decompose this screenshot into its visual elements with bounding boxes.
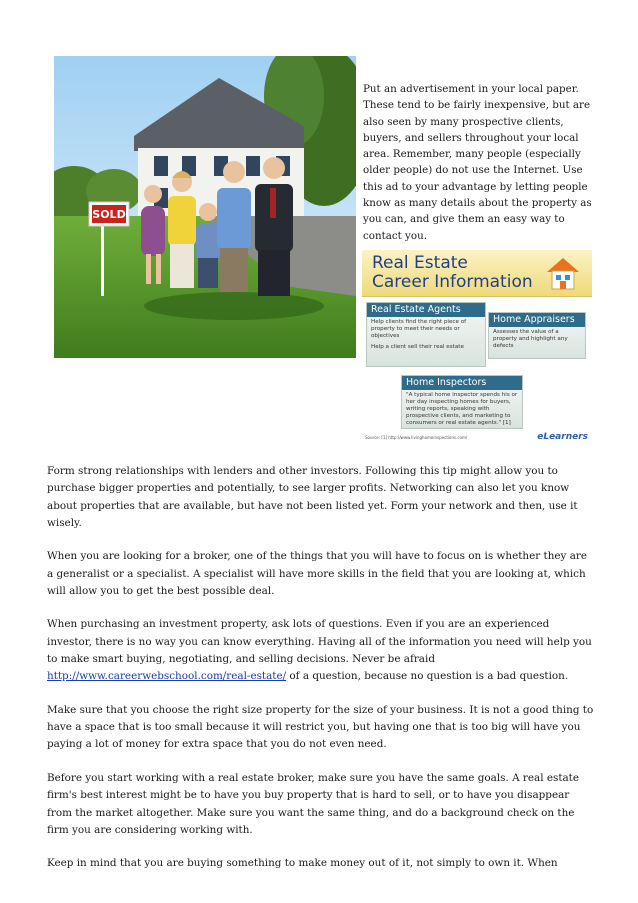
article-body	[47, 463, 595, 889]
paragraph: Keep in mind that you are buying something to make money out of it, not simply to own it. When	[47, 857, 558, 870]
infographic-title-line1: Real Estate	[372, 253, 468, 273]
elearners-logo: eLearners	[537, 432, 588, 442]
card-body: "A typical home inspector spends his or her day inspecting homes for buyers, writing reports, speaking with prospective clients, and marketing to consumers or real estate agents." [1]	[406, 392, 518, 426]
intro-paragraph: Put an advertisement in your local paper. These tend to be fairly inexpensive, but are also seen by many prospective clients, buyers, and sellers throughout your local area. Remember, many people (especially older people) do not use the Internet. Use this ad to your advantage by letting people know as many details about the property as you can, and give them an easy way to contact you.	[363, 83, 592, 242]
infographic-source: Source: [1] http://www.livinghomeinspections.com/	[365, 435, 468, 440]
careerwebschool-link[interactable]: http://www.careerwebschool.com/real-estate/	[47, 670, 287, 683]
paragraph: Before you start working with a real estate broker, make sure you have the same goals. A real estate firm's best interest might be to have you buy property that is hard to sell, or to have you disappear from the market altogether. Make sure you want the same thing, and do a background check on the firm you are considering working with.	[47, 771, 580, 836]
paragraph	[47, 616, 595, 685]
infographic-title-line2: Career Information	[372, 272, 533, 292]
card-home-inspectors	[401, 375, 523, 429]
family-house-photo	[54, 56, 356, 358]
card-title: Home Inspectors	[402, 376, 522, 390]
paragraph: Make sure that you choose the right size property for the size of your business. It is not a good thing to have a space that is too small because it will restrict you, but having one that is too big will have you paying a lot of money for extra space that you do not even need.	[47, 703, 594, 751]
paragraph: Form strong relationships with lenders and other investors. Following this tip might allow you to purchase bigger properties and potentially, to see larger profits. Networking can also let you know about properties that are available, but have not been listed yet. Form your network and then, use it wisely.	[47, 465, 578, 529]
sold-sign: SOLD	[92, 208, 126, 221]
card-title: Real Estate Agents	[367, 303, 485, 317]
infographic-header	[362, 250, 592, 297]
career-infographic	[362, 250, 594, 450]
infographic-title	[372, 254, 533, 292]
card-real-estate-agents	[366, 302, 486, 367]
paragraph-text: When purchasing an investment property, ask lots of questions. Even if you are an experienced investor, there is no way you can know everything. Having all of the information you need will help you to make smart buying, negotiating, and selling decisions. Never be afraid	[47, 618, 592, 666]
card-title: Home Appraisers	[489, 313, 585, 327]
paragraph: When you are looking for a broker, one of the things that you will have to focus on is whether they are a generalist or a specialist. A specialist will have more skills in the field that you are looking at, which will allow you to get the best possible deal.	[47, 550, 588, 597]
house-icon	[544, 255, 582, 291]
card-home-appraisers	[488, 312, 586, 359]
family-house-photo-icon	[54, 56, 356, 358]
card-body: Help clients find the right piece of property to meet their needs or objectives	[371, 319, 467, 339]
card-body: Help a client sell their real estate	[371, 344, 464, 350]
paragraph-text: of a question, because no question is a bad question.	[286, 670, 569, 683]
card-body: Assesses the value of a property and highlight any defects	[493, 329, 568, 349]
